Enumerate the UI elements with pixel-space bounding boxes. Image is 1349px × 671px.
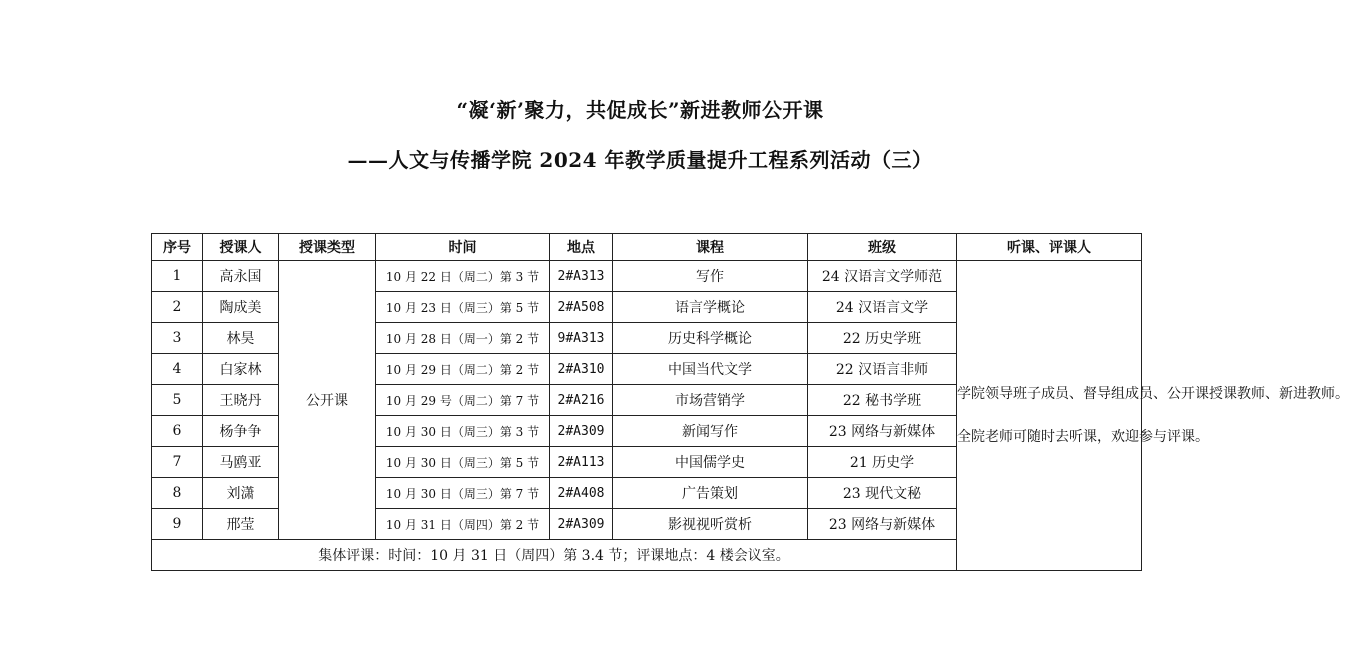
row-course: 语言学概论 [613, 292, 808, 323]
row-class: 22 秘书学班 [808, 385, 957, 416]
row-no: 4 [152, 354, 203, 385]
listeners-cell [957, 261, 1349, 571]
row-course: 写作 [613, 261, 808, 292]
row-no: 6 [152, 416, 203, 447]
row-teacher: 刘潇 [203, 478, 279, 509]
row-teacher: 高永国 [203, 261, 279, 292]
row-location: 2#A113 [550, 447, 613, 478]
row-time: 10 月 22 日（周二）第 3 节 [376, 261, 550, 292]
row-location: 2#A309 [550, 509, 613, 540]
row-course: 影视视听赏析 [613, 509, 808, 540]
lesson-type-cell: 公开课 [279, 261, 376, 540]
header-course: 课程 [613, 234, 808, 261]
row-course: 市场营销学 [613, 385, 808, 416]
row-no: 2 [152, 292, 203, 323]
header-lesson-type: 授课类型 [279, 234, 376, 261]
row-location: 2#A310 [550, 354, 613, 385]
document-title: “凝‘新’聚力，共促成长”新进教师公开课 [456, 98, 824, 122]
row-teacher: 邢莹 [203, 509, 279, 540]
row-no: 9 [152, 509, 203, 540]
row-course: 广告策划 [613, 478, 808, 509]
row-teacher: 陶成美 [203, 292, 279, 323]
row-location: 9#A313 [550, 323, 613, 354]
row-no: 7 [152, 447, 203, 478]
header-listeners: 听课、评课人 [957, 234, 1142, 261]
row-class: 24 汉语言文学师范 [808, 261, 957, 292]
schedule-table [151, 233, 1349, 571]
header-teacher: 授课人 [203, 234, 279, 261]
row-location: 2#A313 [550, 261, 613, 292]
row-class: 21 历史学 [808, 447, 957, 478]
row-class: 23 现代文秘 [808, 478, 957, 509]
header-no: 序号 [152, 234, 203, 261]
row-teacher: 王晓丹 [203, 385, 279, 416]
row-teacher: 杨争争 [203, 416, 279, 447]
row-time: 10 月 30 日（周三）第 7 节 [376, 478, 550, 509]
row-teacher: 白家林 [203, 354, 279, 385]
row-class: 23 网络与新媒体 [808, 509, 957, 540]
table-row [152, 261, 1142, 292]
row-time: 10 月 23 日（周三）第 5 节 [376, 292, 550, 323]
table-header-row [152, 234, 1142, 261]
header-time: 时间 [376, 234, 550, 261]
row-teacher: 马鸥亚 [203, 447, 279, 478]
listeners-text-1: 学院领导班子成员、督导组成员、公开课授课教师、新进教师。 [957, 385, 1349, 402]
row-teacher: 林昊 [203, 323, 279, 354]
row-class: 23 网络与新媒体 [808, 416, 957, 447]
row-course: 中国当代文学 [613, 354, 808, 385]
row-time: 10 月 29 日（周二）第 2 节 [376, 354, 550, 385]
row-course: 中国儒学史 [613, 447, 808, 478]
row-class: 22 汉语言非师 [808, 354, 957, 385]
row-class: 24 汉语言文学 [808, 292, 957, 323]
collective-review-note: 集体评课：时间：10 月 31 日（周四）第 3.4 节；评课地点：4 楼会议室。 [152, 540, 957, 571]
row-no: 3 [152, 323, 203, 354]
row-location: 2#A508 [550, 292, 613, 323]
row-course: 历史科学概论 [613, 323, 808, 354]
row-location: 2#A216 [550, 385, 613, 416]
row-time: 10 月 30 日（周三）第 5 节 [376, 447, 550, 478]
row-course: 新闻写作 [613, 416, 808, 447]
listeners-text-2: 全院老师可随时去听课，欢迎参与评课。 [957, 428, 1209, 445]
row-location: 2#A408 [550, 478, 613, 509]
row-location: 2#A309 [550, 416, 613, 447]
row-time: 10 月 30 日（周三）第 3 节 [376, 416, 550, 447]
document-subtitle: ——人文与传播学院 2024 年教学质量提升工程系列活动（三） [347, 148, 933, 172]
header-location: 地点 [550, 234, 613, 261]
row-no: 5 [152, 385, 203, 416]
row-time: 10 月 28 日（周一）第 2 节 [376, 323, 550, 354]
row-no: 8 [152, 478, 203, 509]
row-class: 22 历史学班 [808, 323, 957, 354]
header-class: 班级 [808, 234, 957, 261]
row-no: 1 [152, 261, 203, 292]
row-time: 10 月 29 号（周二）第 7 节 [376, 385, 550, 416]
row-time: 10 月 31 日（周四）第 2 节 [376, 509, 550, 540]
